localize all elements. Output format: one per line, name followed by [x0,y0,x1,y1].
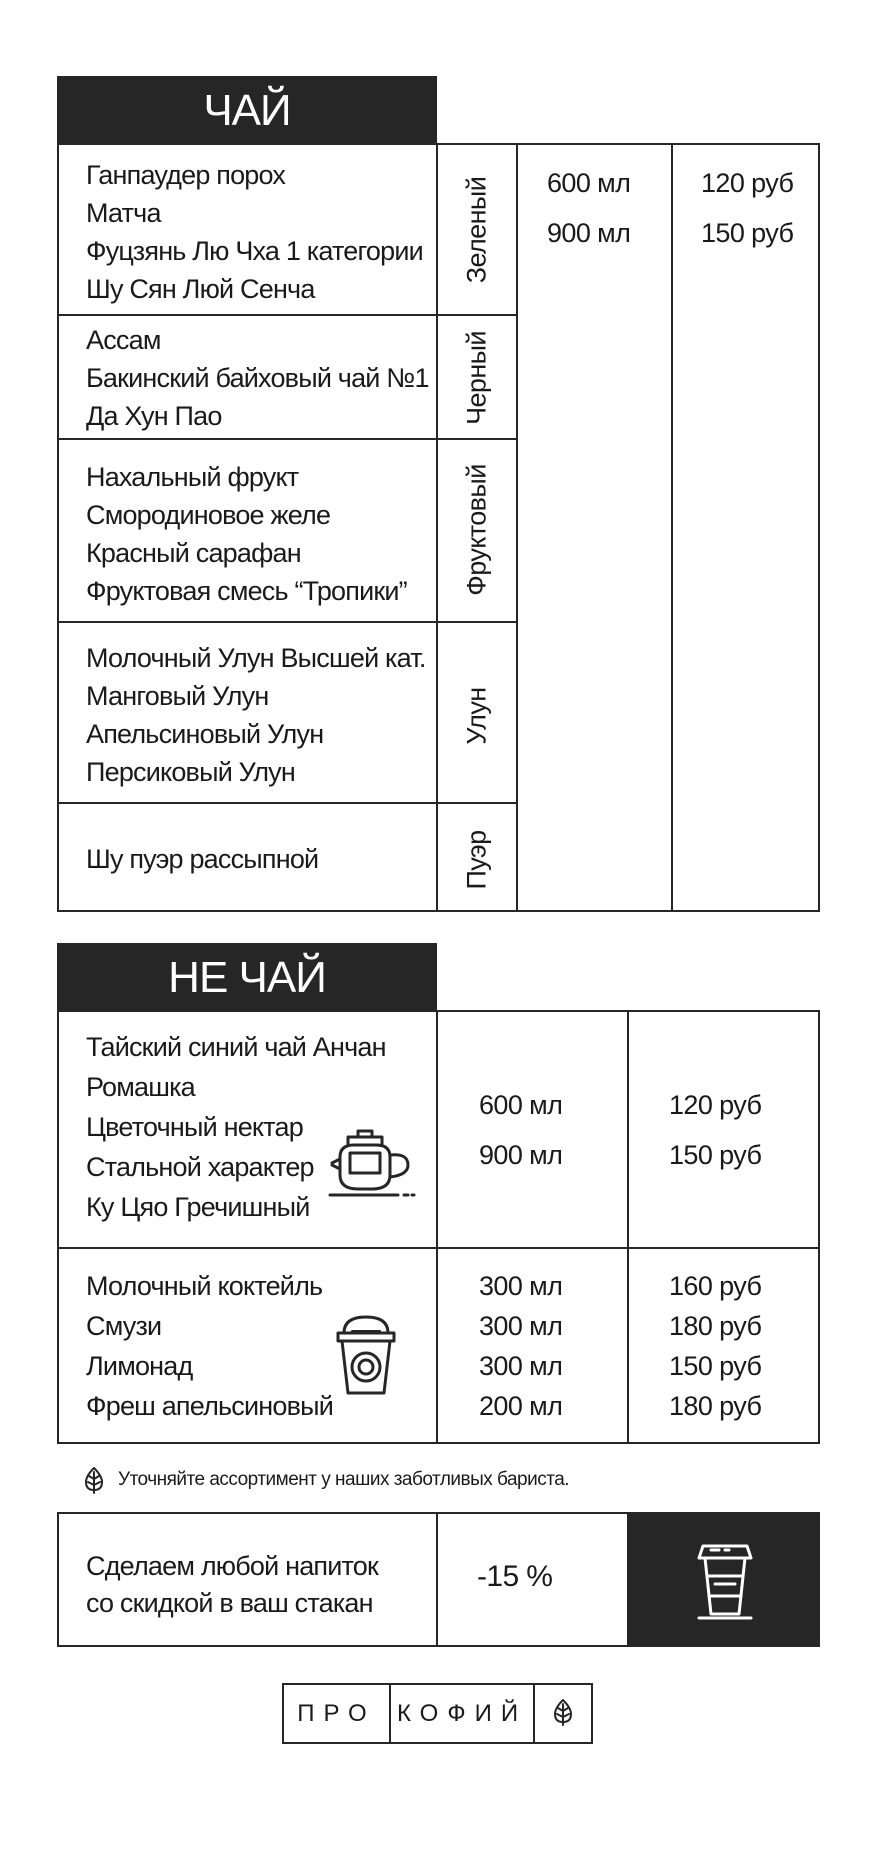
promo-dark-cell [629,1512,820,1647]
not-tea-item: Стальной характер [86,1152,314,1182]
not-tea-price: 180 руб [669,1311,762,1341]
leaf-icon [84,1466,104,1494]
tea-divider-col3 [671,143,673,912]
tea-row-divider [57,314,518,316]
cup-icon [334,1313,398,1397]
promo-divider [436,1512,438,1647]
tea-row-divider [57,438,518,440]
tea-item: Бакинский байховый чай №1 [86,363,429,393]
assortment-note-text: Уточняйте ассортимент у наших заботливых бариста. [118,1469,570,1490]
not-tea-price: 180 руб [669,1391,762,1421]
tea-group-label: Пуэр [461,830,492,890]
tea-price: 120 руб [701,168,794,198]
tea-volume: 900 мл [547,218,631,248]
not-tea-item: Молочный коктейль [86,1271,323,1301]
tea-item: Манговый Улун [86,681,269,711]
not-tea-volume: 300 мл [479,1351,563,1381]
tea-group-label: Черный [461,331,492,425]
not-tea-price: 160 руб [669,1271,762,1301]
logo-part-pro [284,1685,389,1742]
tea-item: Молочный Улун Высшей кат. [86,643,426,673]
not-tea-volume: 600 мл [479,1090,563,1120]
tea-divider-col1 [436,143,438,912]
logo-part-pro-text: ПРО [297,1699,376,1727]
tea-section-title: ЧАЙ [203,85,291,135]
tea-item: Матча [86,198,161,228]
not-tea-item: Фреш апельсиновый [86,1391,334,1421]
tea-item: Фруктовая смесь “Тропики” [86,576,407,606]
tea-item: Фуцзянь Лю Чха 1 категории [86,236,423,266]
logo-part-kofiy-text: КОФИЙ [396,1699,528,1727]
tea-group-label: Улун [461,687,492,745]
tea-item: Да Хун Пао [86,401,222,431]
takeaway-cup-icon [695,1540,755,1620]
not-tea-divider-col1 [436,1010,438,1444]
tea-item: Апельсиновый Улун [86,719,324,749]
tea-item: Смородиновое желе [86,500,331,530]
not-tea-section-title: НЕ ЧАЙ [168,952,326,1002]
tea-item: Шу Сян Люй Сенча [86,274,315,304]
not-tea-item: Ромашка [86,1072,195,1102]
promo-text-line: со скидкой в ваш стакан [86,1588,373,1618]
not-tea-item: Смузи [86,1311,162,1341]
tea-price: 150 руб [701,218,794,248]
tea-volume: 600 мл [547,168,631,198]
tea-item: Персиковый Улун [86,757,295,787]
tea-item: Ганпаудер порох [86,160,286,190]
not-tea-item: Лимонад [86,1351,193,1381]
tea-item: Шу пуэр рассыпной [86,844,319,874]
not-tea-volume: 300 мл [479,1311,563,1341]
tea-row-divider [57,621,518,623]
promo-text-line: Сделаем любой напиток [86,1551,379,1581]
not-tea-item: Ку Цяо Гречишный [86,1192,310,1222]
tea-section-header [57,76,437,145]
not-tea-volume: 900 мл [479,1140,563,1170]
tea-group-label: Фруктовый [461,464,492,596]
not-tea-price: 150 руб [669,1351,762,1381]
not-tea-row-divider [57,1247,820,1249]
tea-divider-col2 [516,143,518,912]
not-tea-section-header [57,943,437,1012]
tea-item: Нахальный фрукт [86,462,299,492]
tea-group-label: Зеленый [461,176,492,284]
tea-row-divider [57,802,518,804]
tea-item: Ассам [86,325,161,355]
not-tea-divider-col2 [627,1010,629,1444]
tea-item: Красный сарафан [86,538,301,568]
logo-divider [533,1683,535,1744]
not-tea-volume: 300 мл [479,1271,563,1301]
not-tea-item: Тайский синий чай Анчан [86,1032,386,1062]
not-tea-item: Цветочный нектар [86,1112,303,1142]
not-tea-volume: 200 мл [479,1391,563,1421]
logo-part-kofiy [391,1685,533,1742]
teapot-icon [328,1123,418,1199]
not-tea-price: 120 руб [669,1090,762,1120]
promo-discount: -15 % [477,1560,553,1593]
leaf-icon [553,1698,573,1726]
not-tea-price: 150 руб [669,1140,762,1170]
